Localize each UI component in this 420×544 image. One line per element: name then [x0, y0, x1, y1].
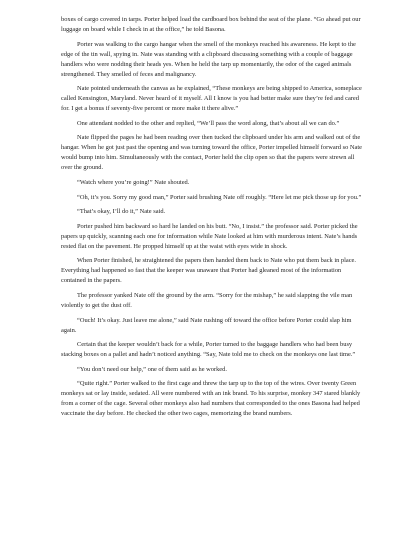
book-page — [61, 15, 367, 424]
paragraph-6: “Watch where you’re going!” Nate shouted. — [77, 178, 190, 186]
paragraph-8: “That’s okay, I’ll do it,” Nate said. — [77, 208, 166, 216]
paragraph-14: “You don’t need our help,” one of them said as he worked. — [77, 365, 227, 373]
paragraph-10: When Porter finished, he straightened the papers then handed them back to Nate who put them back in place. Everything had happened so fast that the keeper was unaware that Porter had gleaned most of the information contained in the papers. — [61, 257, 356, 285]
paragraph-4: One attendant nodded to the other and replied, “We’ll pass the word along, that’s about all we can do.” — [77, 119, 340, 127]
paragraph-15: “Quite right.” Porter walked to the first cage and threw the tarp up to the top of the wires. Over twenty Green monkeys sat or lay inside, sedated. All were numbered with an ink brand. To his surprise, monkey 347 stared blankly from a corner of the cage. Several other monkeys also had numbers that corresponded to the ones Basona had helped vaccinate the day before. He checked the other two cages, memorizing the brand numbers. — [61, 380, 361, 418]
paragraph-13: Certain that the keeper wouldn’t back for a while, Porter turned to the baggage handlers who had been busy stacking boxes on a pallet and hadn’t noticed anything. “Say, Nate told me to check on the monkeys one last time.” — [61, 341, 356, 359]
paragraph-3: Nate pointed underneath the canvas as he explained, “These monkeys are being shipped to America, someplace called Kensington, Maryland. Never heard of it myself. All I know is you had better make sure they’re fed and cared for. I get a bonus if seventy-five percent or more make it there alive.” — [61, 85, 362, 113]
paragraph-11: The professor yanked Nate off the ground by the arm. “Sorry for the mishap,” he said slapping the vile man violently to get the dust off. — [61, 291, 353, 309]
paragraph-1: boxes of cargo covered in tarps. Porter helped load the cardboard box behind the seat of the plane. “Go ahead put our luggage on board while I check in at the office,” he told Basona. — [61, 16, 361, 33]
paragraph-12: “Ouch! It’s okay. Just leave me alone,” said Nate rushing off toward the office before Porter could slap him again. — [61, 316, 352, 334]
paragraph-2: Porter was walking to the cargo hangar when the smell of the monkeys reached his awareness. He kept to the edge of the tin wall, spying in. Nate was standing with a clipboard discussing something with a couple of baggage handlers who were nodding their heads yes. When he held the tarp up momentarily, the odor of the caged animals strengthened. They smelled of feces and malignancy. — [61, 40, 356, 78]
paragraph-9: Porter pushed him backward so hard he landed on his butt. “No, I insist.” the professor said. Porter picked the papers up quickly, scanning each one for information while Nate looked at him with murderous intent. Nate’s hands rested flat on the pavement. He propped himself up at the waist with eyes wide in shock. — [61, 222, 358, 250]
paragraph-5: Nate flipped the pages he had been reading over then tucked the clipboard under his arm and walked out of the hangar. When he got just past the opening and was turning toward the office, Porter impelled himself forward so Nate would bump into him. Simultaneously with the contact, Porter held the clip open so that the papers were strewn all over the ground. — [61, 134, 362, 172]
paragraph-7: “Oh, it’s you. Sorry my good man,” Porter said brushing Nate off roughly. “Here let me pick those up for you.” — [77, 193, 362, 201]
